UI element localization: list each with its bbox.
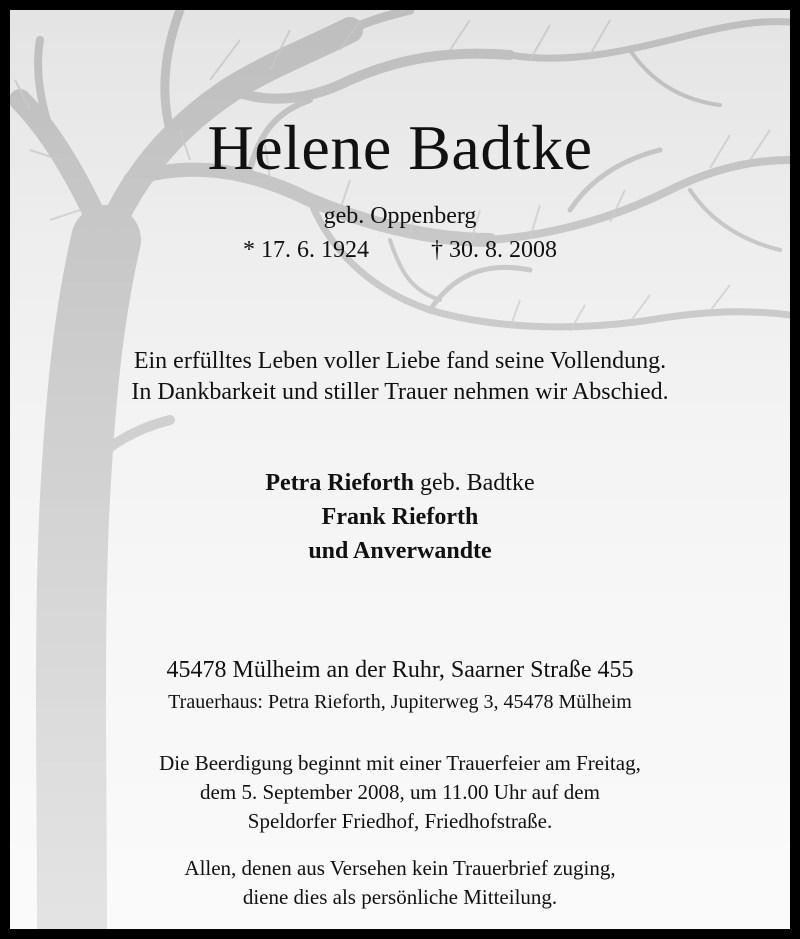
- birth-date: * 17. 6. 1924: [243, 237, 369, 263]
- life-dates: [10, 235, 790, 265]
- maiden-name: geb. Oppenberg: [323, 203, 477, 229]
- address-mourning-house: Trauerhaus: Petra Rieforth, Jupiterweg 3, 45478 Mülheim: [168, 691, 632, 713]
- funeral-info-line: Speldorfer Friedhof, Friedhofstraße.: [247, 809, 553, 833]
- mourner-line: [10, 468, 790, 498]
- mourner-relatives: und Anverwandte: [308, 538, 492, 564]
- quote-line: Ein erfülltes Leben voller Liebe fand seine Vollendung.: [133, 348, 667, 374]
- address-main: 45478 Mülheim an der Ruhr, Saarner Straße 455: [166, 657, 634, 683]
- funeral-info-line: dem 5. September 2008, um 11.00 Uhr auf dem: [200, 780, 600, 804]
- notice-line: diene dies als persönliche Mitteilung.: [242, 885, 558, 909]
- deceased-name: Helene Badtke: [207, 112, 593, 183]
- quote-line: In Dankbarkeit und stiller Trauer nehmen wir Abschied.: [131, 379, 669, 405]
- funeral-info-line: Die Beerdigung beginnt mit einer Trauerfeier am Freitag,: [159, 751, 641, 775]
- death-date: † 30. 8. 2008: [431, 237, 557, 263]
- notice-line: Allen, denen aus Versehen kein Trauerbrief zuging,: [184, 856, 616, 880]
- mourner-maiden-name: geb. Badtke: [413, 470, 535, 496]
- mourner-name: Frank Rieforth: [321, 504, 479, 530]
- mourner-name: Petra Rieforth: [265, 470, 414, 496]
